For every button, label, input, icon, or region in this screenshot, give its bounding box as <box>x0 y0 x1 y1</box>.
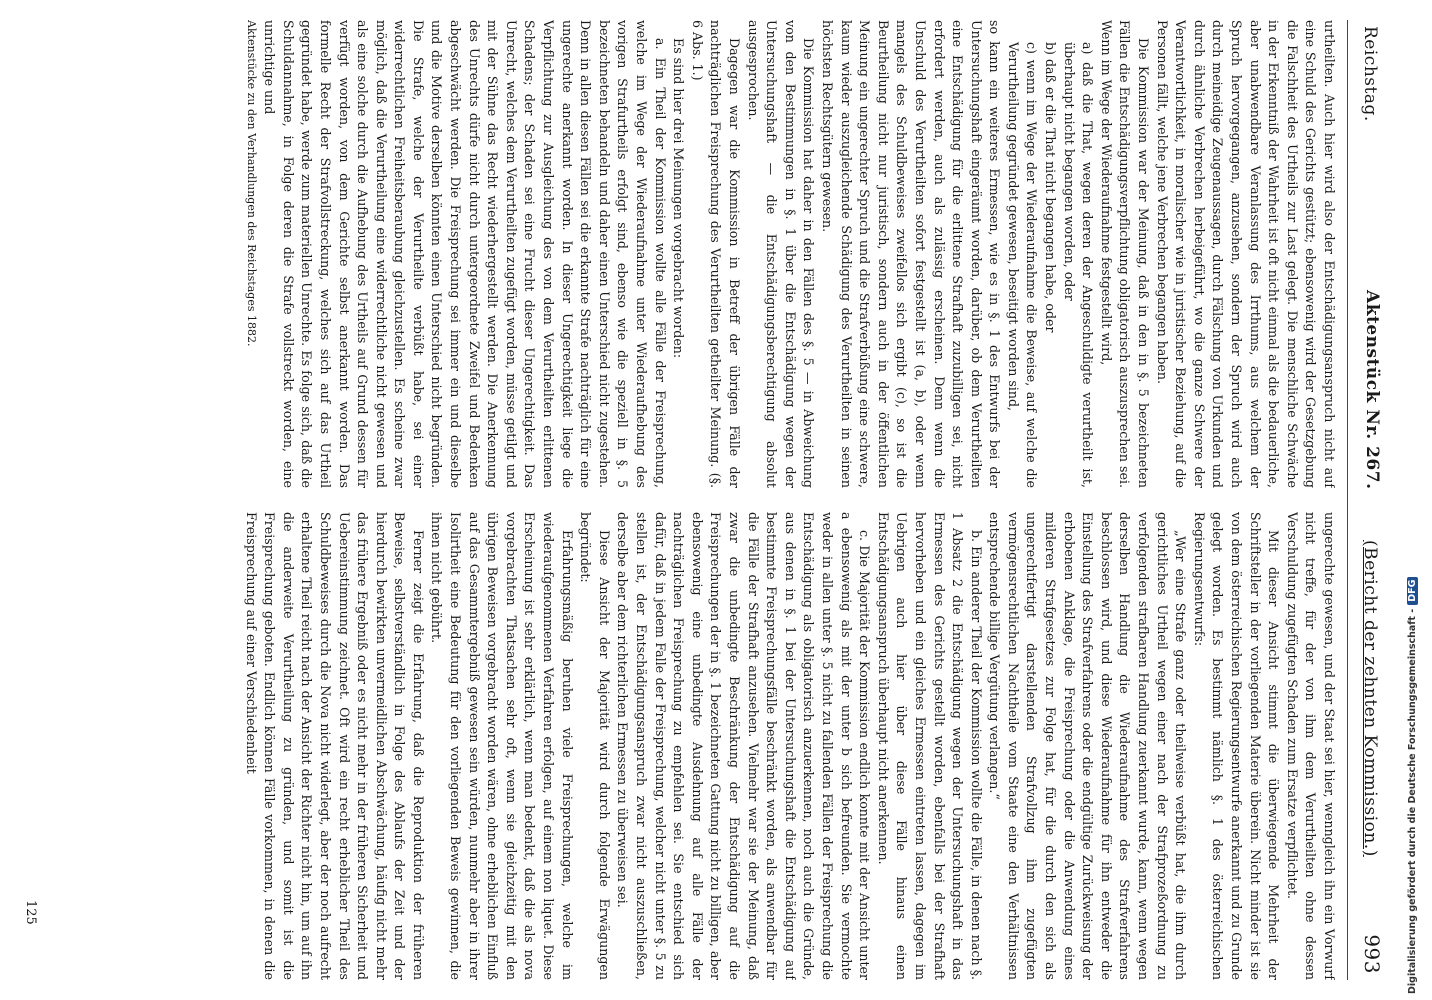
funding-notice <box>1407 34 1427 994</box>
list-item: b) daß er die That nicht begangen habe, oder <box>1043 42 1059 333</box>
page-number: 993 <box>1360 934 1384 974</box>
footer-note: Aktenstücke zu den Verhandlungen des Reichstages 1882. <box>244 20 258 347</box>
paragraph: Die Kommission hat daher in den Fällen des §. 5 — in Abweichung von den Bestimmungen in §. 1 über die Entschädigung wegen der Untersuchungshaft — die Entschädigungsberechtigung absolut ausgesprochen. <box>745 20 817 488</box>
paragraph: Die Kommission war der Meinung, daß in den in §. 5 bezeichneten Fällen die Entschädigungsverpflichtung obligatorisch auszusprechen sei. Wenn im Wege der Wiederaufnahme festgestellt wird, <box>1098 20 1152 488</box>
list-item: c) wenn im Wege der Wiederaufnahme die Beweise, auf welche die Verurtheilung gegründet gewesen, beseitigt worden sind, <box>1005 42 1040 488</box>
paragraph: b. Ein anderer Theil der Kommission wollte die Fälle, in denen nach §. 1 Absatz 2 die Entschädigung wegen der Untersuchungshaft in das Ermessen des Gerichts gestellt worden, ebenfalls bei der Strafhaft hervorheben und ein gleiches Ermessen eintreten lassen, dagegen im Uebrigen auch hier über diese Fälle hinaus einen Entschädigungsanspruch überhaupt nicht anerkennen. <box>875 512 984 980</box>
paragraph: Dagegen war die Kommission in Betreff der übrigen Fälle der nachträglichen Freisprechung des Verurtheilten getheilter Meinung. (§. 6 Abs. 1.) <box>689 20 742 488</box>
quotation: „Wer eine Strafe ganz oder theilweise verbüßt hat, die ihm durch gerichtliches Urtheil wegen einer nach der Strafprozeßordnung zu verfolgenden strafbaren Handlung zuerkannt wurde, kann, wenn wegen derselben Handlung die Wiederaufnahme des Strafverfahrens beschlossen wird, und diese Wiederaufnahme für ihn entweder die Einstellung des Strafverfahrens oder die endgültige Zurückweisung der erhobenen Anklage, die Freisprechung oder die Anwendung eines milderen Strafgesetzes zur Folge hat, für die durch den sich als ungerechtfertigt darstellenden Strafvollzug ihm zugefügten vermögensrechtlichen Nachtheile vom Staate eine den Verhältnissen entsprechende billige Vergütung verlangen.“ <box>987 512 1189 980</box>
paragraph: c. Die Majorität der Kommission endlich konnte mit der Ansicht unter a ebensowenig als mit der unter b sich befreunden. Sie vermochte weder in allen unter §. 5 nicht zu fallenden Fällen der Freisprechung die Entschädigung als obligatorisch anzuerkennen, noch auch die Gründe, aus denen in §. 1 bei der Untersuchungshaft die Entschädigung auf bestimmte Freisprechungsfälle beschränkt worden, als anwendbar für die Fälle der Strafhaft anzusehen. Vielmehr war sie der Meinung, daß zwar die unbedingte Beschränkung der Entschädigung auf die Freisprechungen der in §. 1 bezeichneten Gattung nicht zu billigen, aber ebensowenig eine unbedingte Ausdehnung auf alle Fälle der nachträglichen Freisprechung zu empfehlen sei. Sie entschied sich dafür, daß in jedem Falle der Freisprechung, welcher nicht unter §. 5 zu stellen ist, der Entschädigungsanspruch zwar nicht auszuschließen, derselbe aber dem richterlichen Ermessen zu überweisen sei. <box>615 512 873 980</box>
paragraph: Ferner zeigt die Erfahrung, daß die Reproduktion der früheren Beweise, selbstverständlich in Folge des Ablaufs der Zeit und der hierdurch bewirkten unvermeidlichen Abschwächung, häufig nicht mehr das frühere Ergebniß oder es nicht mehr in der früheren Sicherheit und Uebereinstimmung zeichnet. Oft wird ein recht erheblicher Theil des Schuldbeweises durch die Nova nicht widerlegt, aber der noch aufrecht erhaltene Theil reicht nach der Ansicht der Richter nicht hin, um auf ihn die anderweite Verurtheilung zu gründen, und somit ist die Freisprechung geboten. Endlich können Fälle vorkommen, in denen die Freisprechung auf einer Verschiedenheit <box>243 512 426 980</box>
digitization-sidebar <box>1401 0 1432 1000</box>
paragraph: Es sind hier drei Meinungen vorgebracht worden: <box>671 38 687 359</box>
paragraph: urtheilten. Auch hier wird also der Entschädigungsanspruch nicht auf eine Schuld des Gerichts gestützt; ebensowenig wird der Gesetzgebung die Falschheit des Urtheils zur Last gelegt. Die menschliche Schwäche in der Erkenntniß der Wahrheit ist oft nicht einmal als die bedauerliche, aber unabwendbare Veranlassung des Irrthums, aus welchem der Spruch hervorgegangen, anzusehen, sondern der Spruch wird auch durch meineidige Zeugenaussagen, durch Fälschung von Urkunden und durch ähnliche Verbrechen herbeigeführt, wo die ganze Schwere der Verantwortlichkeit, in moralischer wie in juristischer Beziehung, auf die Personen fällt, welche jene Verbrechen begangen haben. <box>1154 20 1337 488</box>
paragraph: so kann ein weiteres Ermessen, wie es in §. 1 des Entwurfs bei der Untersuchungshaft eingeräumt worden, darüber, ob dem Verurtheilten eine Entschädigung für die erlittene Strafhaft zuzubilligen sei, nicht erfordert werden, auch als zulässig erscheinen. Denn wenn die Unschuld des Verurtheilten sofort festgestellt ist (a, b), oder wenn mangels des Schuldbeweises zweifellos sich ergibt (c), so ist die Beurtheilung nicht nur juristisch, sondern auch in der öffentlichen Meinung ein ungerechter Spruch und die Strafverbüßung eine schwere, kaum wieder auszugleichende Schädigung des Verurtheilten in seinen höchsten Rechtsgütern gewesen. <box>819 20 1003 488</box>
text-column-right <box>38 512 1338 980</box>
paragraph: a. Ein Theil der Kommission wollte alle Fälle der Freisprechung, welche im Wege der Wiederaufnahme unter Wiederaufhebung des vorigen Strafurtheils erfolgt sind, ebenso wie die speziell in §. 5 bezeichneten behandeln und daher einen Unterschied nicht zugestehen. Denn in allen diesen Fällen sei die erkannte Strafe nachträglich für eine ungerechte anerkannt worden. In dieser Ungerechtigkeit liege die Verpflichtung zur Ausgleichung des von dem Verurtheilten erlittenen Schadens; der Schaden sei eine Frucht dieser Ungerechtigkeit. Das Unrecht, welches dem Verurtheilten zugefügt worden, müsse getilgt und mit der Sühne das Recht wiederhergestellt werden. Die Anerkennung des Unrechts dürfe nicht durch untergeordnete Zweifel und Bedenken abgeschwächt werden. Die Freisprechung sei immer ein und dieselbe und die Motive derselben könnten einen Unterschied nicht begründen. Die Strafe, welche der Verurtheilte verbüßt habe, sei einer widerrechtlichen Freiheitsberaubung gleichzustellen. Es scheine zwar möglich, daß die Verurtheilung eine widerrechtliche nicht gewesen und als eine solche durch die Aufhebung des Urtheils auf Grund dessen für verfügt worden, von dem Gerichte selbst anerkannt worden. Das formelle Recht der Strafvollstreckung, welches sich auf das Urtheil gegründet habe, werde zum materiellen Unrechte. Es folge sich, daß die Schuldannahme, in Folge deren die Strafe vollstreckt worden, eine unrichtige und <box>262 20 668 488</box>
header-left: Reichstag. <box>1360 26 1380 122</box>
paragraph: ungerechte gewesen, und der Staat sei hier, wenngleich ihn ein Vorwurf nicht treffe, für der von ihm dem Verurtheilten ohne dessen Verschuldung zugefügten Schaden zum Ersatze verpflichtet. <box>1284 512 1337 980</box>
list-item: a) daß die That, wegen deren der Angeschuldigte verurtheilt ist, überhaupt nicht begangen worden, oder <box>1061 42 1096 488</box>
funding-text: Digitalisierung gefördert durch die Deutsche Forschungsgemeinschaft - <box>1407 608 1418 994</box>
paragraph: Diese Ansicht der Majorität wird durch folgende Erwägungen begründet: <box>578 512 612 980</box>
paragraph: Mit dieser Ansicht stimmt die überwiegende Mehrheit der Schriftsteller in der vorliegenden Materie überein. Nicht minder ist sie von dem österreichischen Regierungsentwurfe anerkannt und zu Grunde gelegt worden. Es bestimmt nämlich §. 1 des österreichischen Regierungsentwurfs: <box>1191 512 1282 980</box>
header-commission-report: (Bericht der zehnten Kommission.) <box>1360 540 1380 857</box>
sheet-signature: 125 <box>23 900 38 925</box>
dfg-logo: DFG <box>1407 577 1418 605</box>
page-header <box>1347 20 1390 980</box>
paragraph: Erfahrungsmäßig beruhen viele Freisprechungen, welche im wiederaufgenommenen Verfahren erfolgen, auf einem non liquet. Diese Erscheinung ist sehr erklärlich, wenn man bedenkt, daß die als nova vorgebrachten Thatsachen sehr oft, wenn sie gleichzeitig mit den übrigen Beweisen vorgebracht worden wären, ohne erheblichen Einfluß auf das Gesammtergebniß gewesen sein würden, nunmehr aber in ihrer Isolirtheit eine Bedeutung für den vorliegenden Beweis gewinnen, die ihnen nicht gebührt. <box>429 512 575 980</box>
text-column-left <box>38 20 1338 488</box>
header-document-number: Aktenstück Nr. 267. <box>1362 290 1382 490</box>
